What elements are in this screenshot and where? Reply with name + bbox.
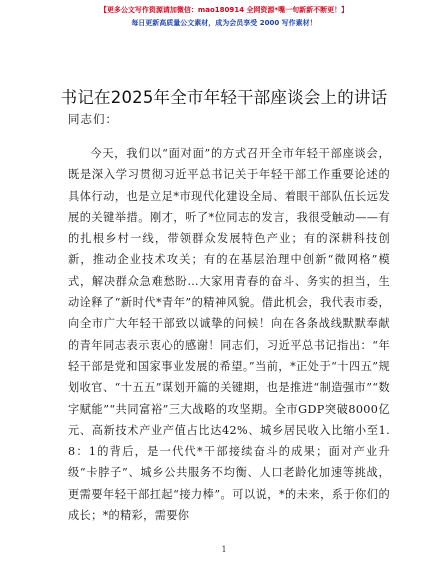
document-title: 书记在2025年全市年轻干部座谈会上的讲话 xyxy=(60,88,388,107)
promo-banner xyxy=(0,4,448,30)
salutation: 同志们： xyxy=(68,112,118,126)
promo-banner-line-1: 【更多公文写作资源请加微信：mao180914 全网资源*嘴一旬新新不断更！】 xyxy=(99,6,349,14)
body-paragraph: 今天，我们以“面对面”的方式召开全市年轻干部座谈会，既是深入学习贯彻习近平总书记关于年轻干部工作重要论述的具体行动，也是立足*市现代化建设全局、着眼干部队伍长远发展的关键举措。刚才，听了*位同志的发言，我很受触动——有的扎根乡村一线，带领群众发展特色产业；有的深耕科技创新，推动企业技术攻关；有的在基层治理中创新“微网格”模式，解决群众急难愁盼…大家用青春的奋斗、务实的担当，生动诠释了“新时代*青年”的精神风貌。借此机会，我代表市委，向全市广大年轻干部致以诚挚的问候！向在各条战线默默奉献的青年同志表示衷心的感谢！同志们，习近平总书记指出：“年轻干部是党和国家事业发展的希望。”当前，*正处于“十四五”规划收官、“十五五”谋划开篇的关键期，也是推进“制造强市”“数字赋能”“共同富裕”三大战略的攻坚期。全市GDP突破8000亿元、高新技术产业产值占比达42%、城乡居民收入比缩小至1.8：1的背后，是一代代*干部接续奋斗的成果；面对产业升级“卡脖子”、城乡公共服务不均衡、人口老龄化加速等挑战，更需要年轻干部扛起“接力棒”。可以说，*的未来，系于你们的成长；*的精彩，需要你 xyxy=(68,147,390,523)
promo-banner-line-2: 每日更新高质量公文素材，成为会员享受 2000 写作素材！ xyxy=(131,19,317,27)
page-number: 1 xyxy=(221,545,227,554)
